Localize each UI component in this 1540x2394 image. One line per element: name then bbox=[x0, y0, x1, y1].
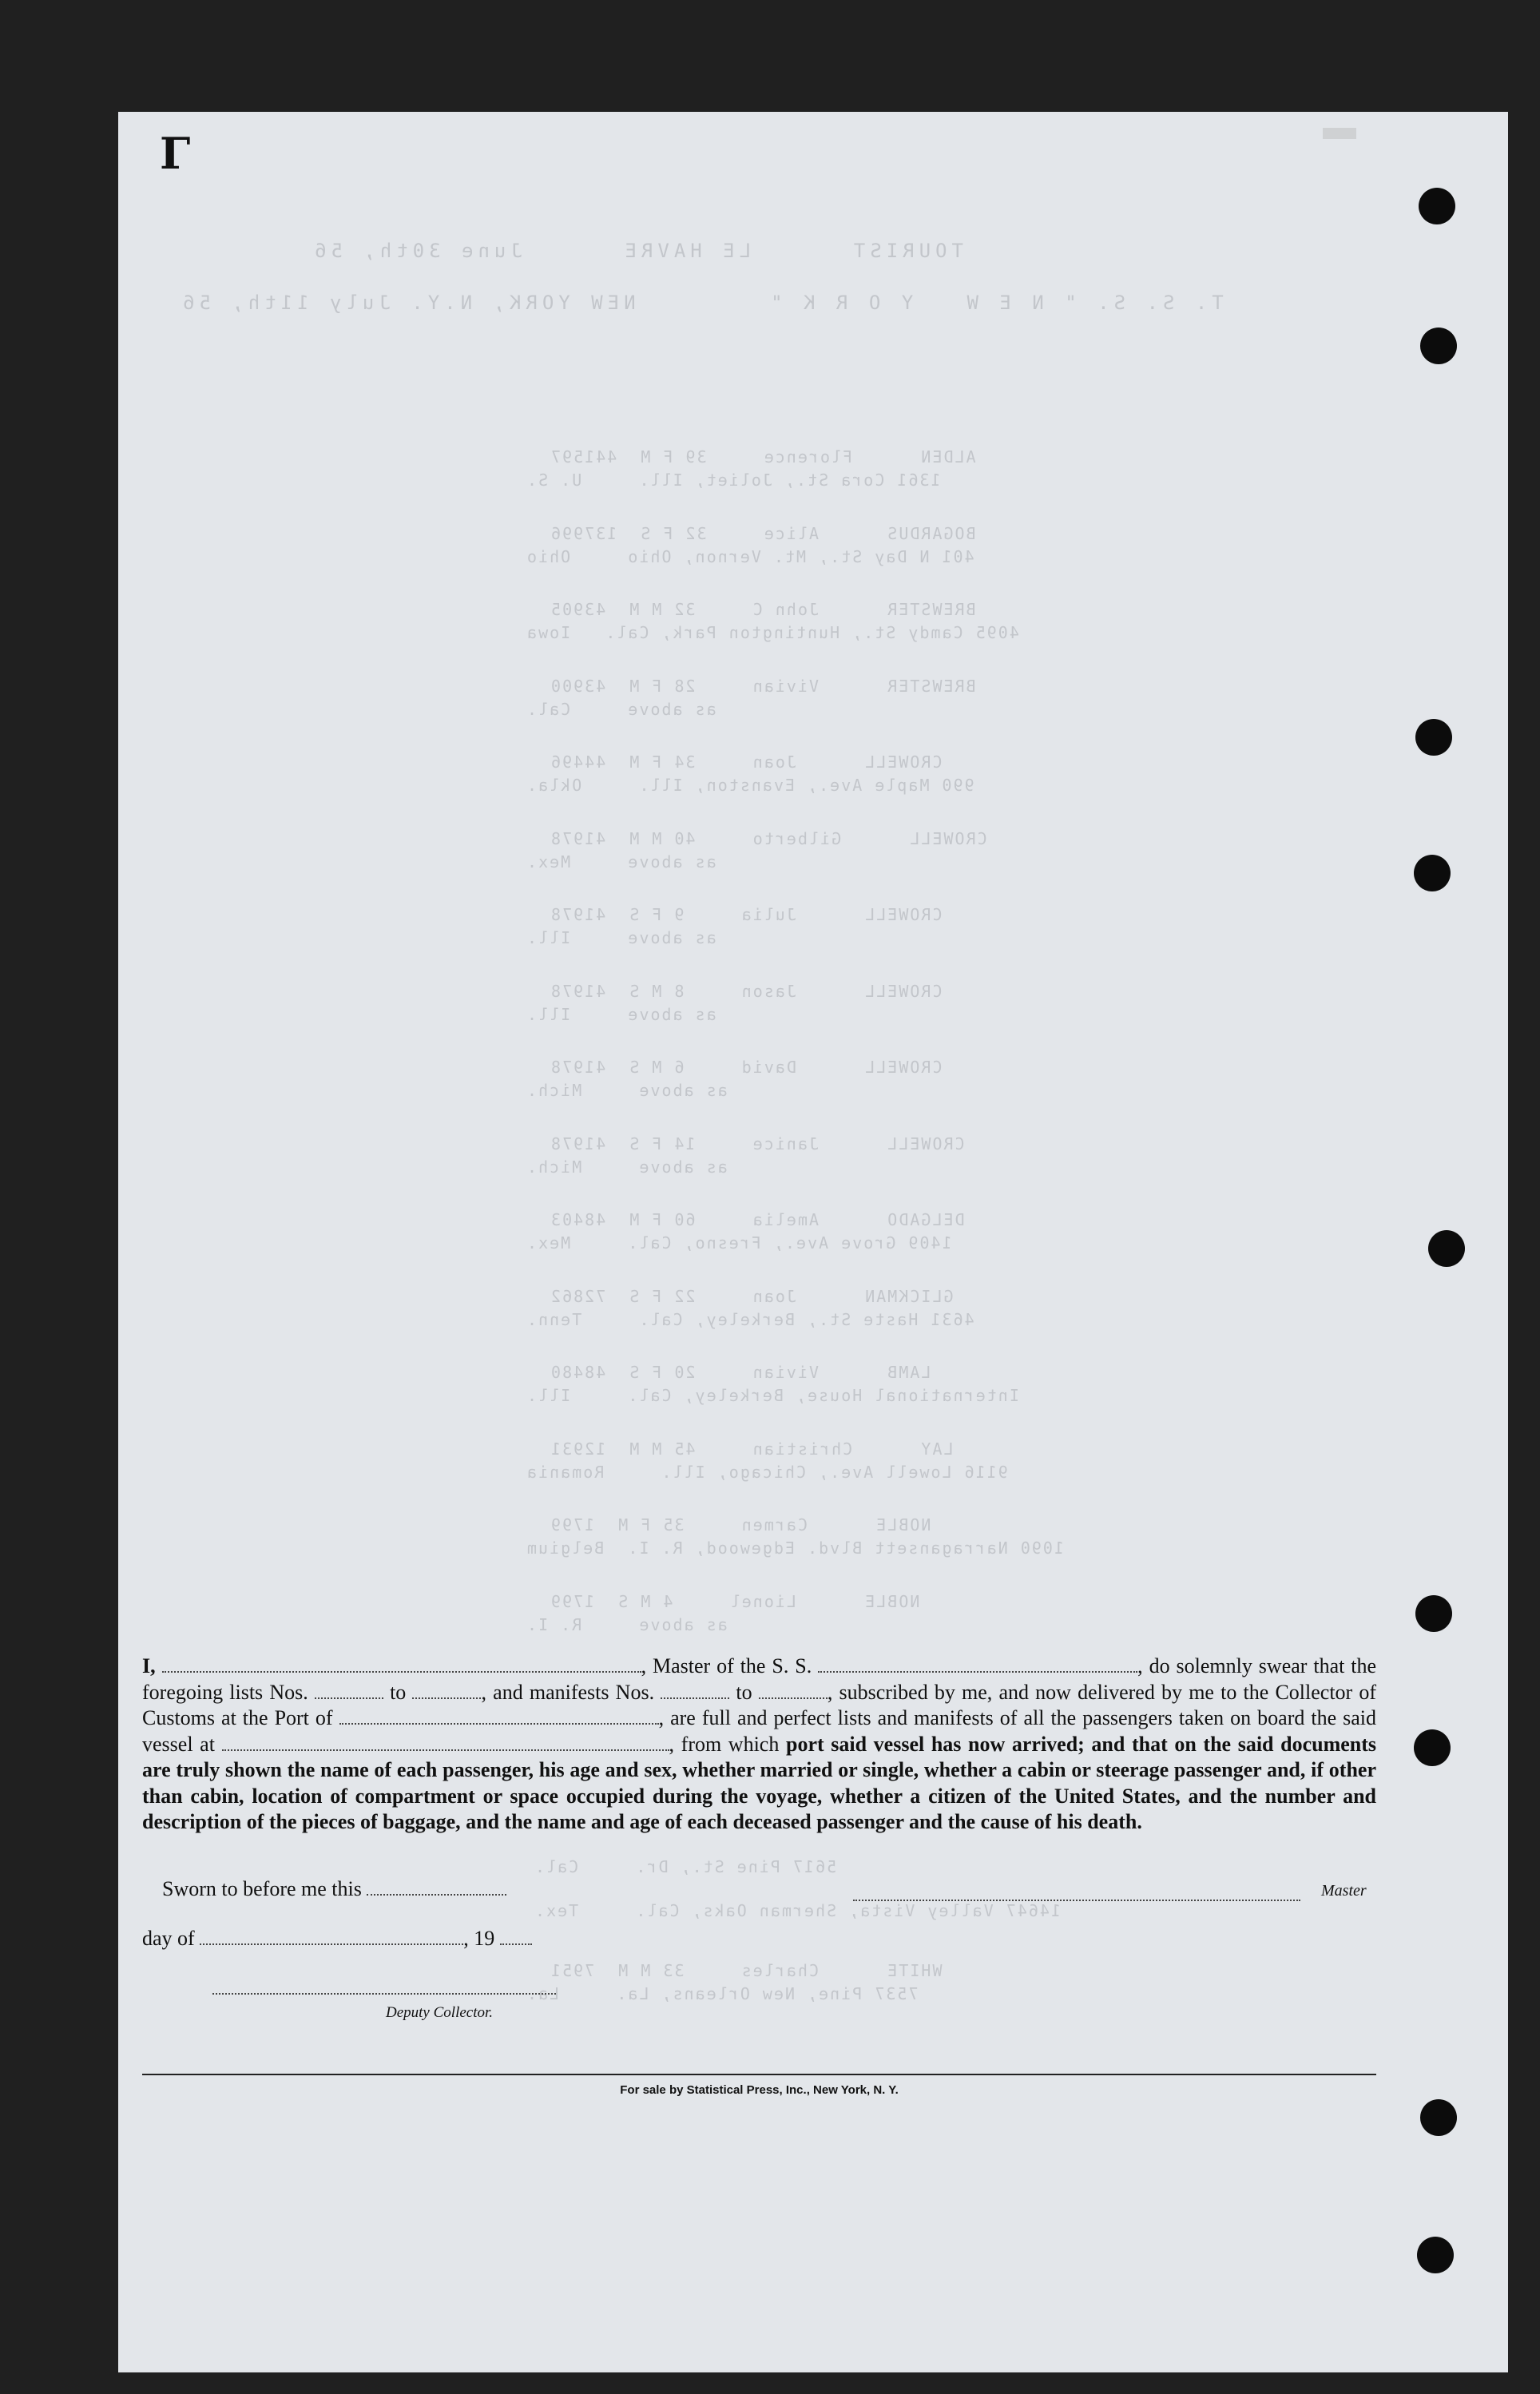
oath-text: delivered by me to the Collector of Customs at the Port of bbox=[142, 1680, 1377, 1729]
ghost-manifest-line: WHITE Charles 33 M M 7951 bbox=[550, 1961, 943, 1980]
ghost-manifest-line: NOBLE Lionel 4 M S 1799 bbox=[550, 1591, 920, 1611]
ghost-manifest-line: GLICKMAN Joan 22 F S 72862 bbox=[550, 1286, 954, 1306]
ghost-manifest-line: as above Cal. bbox=[526, 699, 716, 719]
ghost-manifest-line: 4631 Haste St., Berkeley, Cal. Tenn. bbox=[526, 1309, 974, 1329]
ghost-manifest-line: 1409 Grove Ave., Fresno, Cal. Mex. bbox=[526, 1233, 952, 1253]
oath-text: manifests of all the passengers taken on board the said vessel at bbox=[142, 1706, 1377, 1756]
ghost-manifest-line: 1090 Narragansett Blvd. Edgewood, R. I. Belgium bbox=[526, 1538, 1064, 1558]
ghost-manifest-line: as above R. I. bbox=[526, 1614, 728, 1634]
footer-rule bbox=[142, 2074, 1376, 2075]
oath-text: , are full and perfect lists and bbox=[658, 1706, 908, 1729]
deputy-signature-line[interactable] bbox=[212, 1993, 556, 1995]
ghost-header-line: TOURIST LE HAVRE June 30th, 56 bbox=[310, 240, 963, 262]
ghost-manifest-line: 5617 Pine St., Dr. Cal. bbox=[534, 1857, 837, 1876]
top-ink-mark bbox=[1323, 128, 1356, 139]
ghost-manifest-line: CROWELL Janice 14 F S 41978 bbox=[550, 1133, 965, 1153]
ghost-header-line: T. S. S. " N E W Y O R K " NEW YORK, N.Y. July 11th, 56 bbox=[178, 292, 1224, 314]
oath-text: to bbox=[736, 1680, 752, 1704]
oath-text: I, bbox=[142, 1654, 156, 1677]
ghost-manifest-line: 4095 Camdy St., Huntington Park, Cal. Iowa bbox=[526, 623, 1019, 642]
oath-text: port said vessel has now arrived; and that on the said documents are truly shown the name of each passenger, his age and sex, whether married or single, whether a cabin or steerage passenger and, if other than cabin, location of compartment or space occupied during the voyage, whether a citizen of the United States, and the number and description of the pieces of baggage, and the name and age of each deceased passenger and the cause of his death. bbox=[142, 1732, 1377, 1833]
oath-text: , and manifests Nos. bbox=[481, 1680, 655, 1704]
oath-text: , from which bbox=[669, 1732, 780, 1756]
ghost-manifest-line: 990 Maple Ave., Evanston, Ill. Okla. bbox=[526, 776, 974, 795]
printer-footer: For sale by Statistical Press, Inc., New York, N. Y. bbox=[620, 2083, 899, 2097]
sworn-line bbox=[162, 1877, 506, 1901]
ghost-manifest-line: BREWSTER Vivian 28 F M 43900 bbox=[550, 676, 976, 696]
year-field[interactable] bbox=[500, 1928, 532, 1945]
master-signature-line[interactable] bbox=[853, 1900, 1300, 1901]
punch-hole bbox=[1414, 855, 1451, 891]
lists-to-field[interactable] bbox=[412, 1681, 481, 1699]
ghost-manifest-line: NOBLE Carmen 35 F M 1799 bbox=[550, 1515, 931, 1534]
oath-text: , Master of the S. S. bbox=[641, 1654, 812, 1677]
punch-hole bbox=[1428, 1230, 1465, 1267]
punch-hole bbox=[1419, 188, 1455, 224]
master-label: Master bbox=[1321, 1882, 1367, 1900]
deputy-collector-label: Deputy Collector. bbox=[386, 2004, 494, 2021]
ghost-manifest-line: as above Ill. bbox=[526, 928, 716, 947]
manifests-from-field[interactable] bbox=[661, 1681, 729, 1699]
ghost-manifest-line: 14647 Valley Vista, Sherman Oaks, Cal. Tex. bbox=[534, 1901, 1061, 1920]
punch-hole bbox=[1415, 719, 1452, 756]
ghost-manifest-line: 9116 Lowell Ave., Chicago, Ill. Romania bbox=[526, 1462, 1008, 1482]
ghost-manifest-line: 1361 Cora St., Joliet, Ill. U. S. bbox=[526, 470, 941, 490]
ghost-manifest-line: as above Mich. bbox=[526, 1081, 728, 1100]
ghost-manifest-line: as above Ill. bbox=[526, 1004, 716, 1024]
ghost-manifest-line: BOGARDUS Alice 32 F S 137996 bbox=[550, 523, 976, 543]
ghost-manifest-line: LAY Christian 45 M M 12931 bbox=[550, 1439, 954, 1459]
corner-pen-mark: Γ bbox=[160, 128, 191, 179]
ghost-manifest-line: CROWELL Joan 34 F M 44496 bbox=[550, 752, 943, 772]
master-name-field[interactable] bbox=[162, 1655, 641, 1673]
ghost-manifest-line: ALDEN Florence 39 F M 441597 bbox=[550, 447, 976, 466]
day-of-label: day of bbox=[142, 1927, 195, 1950]
oath-text: , subscribed by me, and now bbox=[827, 1680, 1071, 1704]
oath-paragraph bbox=[142, 1654, 1376, 1836]
ghost-manifest-line: International House, Berkeley, Cal. Ill. bbox=[526, 1386, 1019, 1405]
punch-hole bbox=[1415, 1595, 1452, 1632]
ghost-manifest-line: CROWELL Julia 9 F S 41978 bbox=[550, 905, 943, 924]
punch-hole bbox=[1420, 2099, 1457, 2136]
ghost-manifest-line: DELGADO Amelia 60 F M 48403 bbox=[550, 1210, 965, 1229]
sworn-label: Sworn to before me this bbox=[162, 1877, 362, 1900]
month-field[interactable] bbox=[200, 1928, 463, 1945]
manifests-to-field[interactable] bbox=[759, 1681, 828, 1699]
ghost-manifest-line: as above Mich. bbox=[526, 1157, 728, 1177]
ghost-manifest-line: as above Mex. bbox=[526, 852, 716, 871]
punch-hole bbox=[1414, 1729, 1451, 1766]
punch-hole bbox=[1417, 2237, 1454, 2273]
ghost-manifest-line: CROWELL Gilberto 40 M M 41978 bbox=[550, 828, 987, 848]
ghost-manifest-line: 401 N Day St., Mt. Vernon, Ohio Ohio bbox=[526, 546, 974, 566]
lists-from-field[interactable] bbox=[315, 1681, 383, 1699]
ghost-manifest-line: LAMB Vivian 20 F S 48480 bbox=[550, 1363, 931, 1382]
port-of-departure-field[interactable] bbox=[222, 1733, 669, 1751]
ghost-manifest-line: CROWELL David 6 M S 41978 bbox=[550, 1058, 943, 1077]
day-of-line bbox=[142, 1927, 532, 1951]
ship-name-field[interactable] bbox=[818, 1655, 1137, 1673]
ghost-manifest-line: 7537 Pine, New Orleans, La. La. bbox=[526, 1984, 919, 2003]
year-label: , 19 bbox=[463, 1927, 495, 1950]
oath-text: to bbox=[390, 1680, 407, 1704]
port-of-arrival-field[interactable] bbox=[339, 1707, 659, 1725]
punch-hole bbox=[1420, 328, 1457, 364]
oath-text: , do solemnly bbox=[1137, 1654, 1252, 1677]
ghost-manifest-line: BREWSTER John C 32 M M 43905 bbox=[550, 600, 976, 619]
manifest-page bbox=[118, 112, 1508, 2372]
ghost-manifest-line: CROWELL Jason 8 M S 41978 bbox=[550, 981, 943, 1001]
oath-text: swear that the foregoing lists Nos. bbox=[142, 1654, 1377, 1704]
sworn-date-field[interactable] bbox=[367, 1878, 506, 1896]
